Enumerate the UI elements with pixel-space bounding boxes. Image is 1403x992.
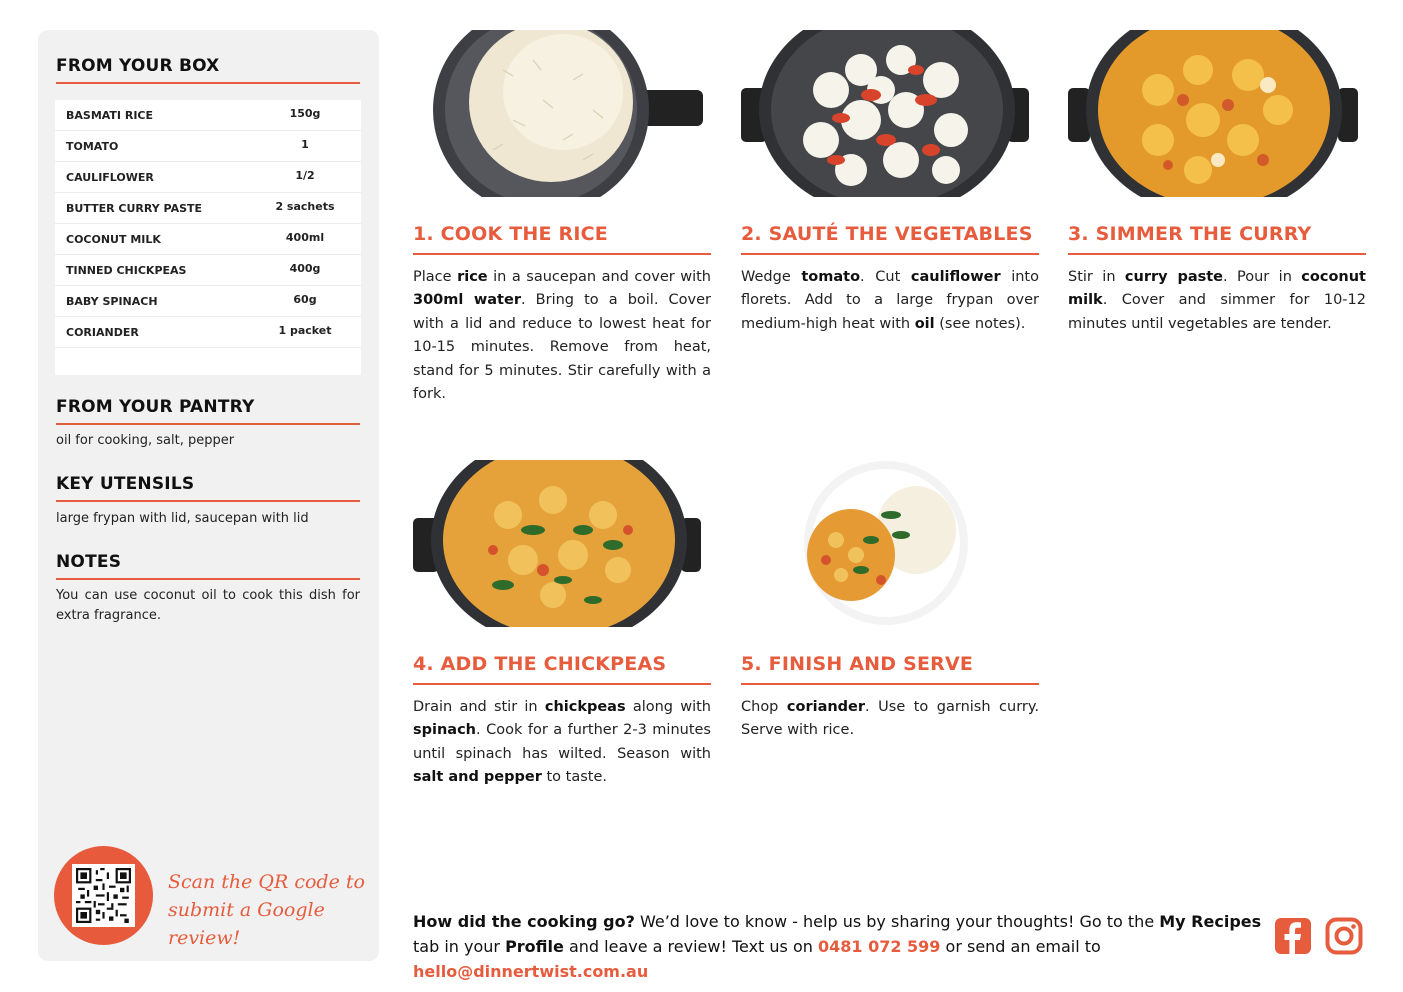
ingredient-highlight: coconut milk bbox=[1068, 269, 1366, 309]
qr-caption bbox=[168, 868, 368, 952]
heading-rule bbox=[56, 423, 360, 425]
ingredients-table bbox=[55, 100, 361, 375]
pantry-text: oil for cooking, salt, pepper bbox=[56, 433, 235, 448]
notes-heading: NOTES bbox=[56, 552, 122, 572]
feedback-text: tab in your bbox=[413, 937, 506, 956]
step-text-fragment: Drain and stir in bbox=[413, 699, 545, 715]
ingredient-row bbox=[55, 131, 361, 162]
notes-text: You can use coconut oil to cook this dish for extra fragrance. bbox=[56, 588, 360, 623]
ingredient-qty: 2 sachets bbox=[275, 200, 335, 213]
email-link[interactable]: hello@dinnertwist.com.au bbox=[413, 962, 649, 981]
heading-rule bbox=[56, 82, 360, 84]
ingredient-highlight: oil bbox=[914, 315, 935, 332]
step-text-fragment: in a saucepan and cover with bbox=[487, 269, 711, 285]
step-5-rule bbox=[741, 683, 1039, 685]
my-recipes-label: My Recipes bbox=[1159, 912, 1262, 931]
step-4-text bbox=[413, 696, 711, 790]
feedback-text: and leave a review! Text us on bbox=[563, 937, 818, 956]
ingredient-name: COCONUT MILK bbox=[66, 233, 161, 246]
feedback-question: How did the cooking go? bbox=[413, 912, 635, 931]
step-2-photo bbox=[741, 30, 1039, 197]
ingredient-name: CORIANDER bbox=[66, 326, 139, 339]
step-text-fragment: to taste. bbox=[541, 769, 607, 786]
qr-caption-line2: submit a Google review! bbox=[168, 899, 325, 949]
ingredient-row bbox=[55, 255, 361, 286]
qr-code-icon bbox=[76, 868, 131, 923]
ingredient-highlight: spinach bbox=[413, 722, 477, 739]
ingredient-name: BASMATI RICE bbox=[66, 109, 154, 122]
step-text-fragment: . Use to garnish curry. Serve with rice. bbox=[741, 699, 1039, 739]
step-3-title: 3. SIMMER THE CURRY bbox=[1068, 223, 1312, 245]
step-3-photo bbox=[1068, 30, 1366, 197]
qr-caption-line1: Scan the QR code to bbox=[168, 871, 365, 893]
step-5-photo bbox=[741, 460, 1039, 627]
ingredient-name: CAULIFLOWER bbox=[66, 171, 154, 184]
ingredient-highlight: chickpeas bbox=[544, 699, 626, 715]
ingredient-highlight: 300ml water bbox=[413, 292, 521, 309]
ingredient-qty: 1/2 bbox=[295, 169, 315, 182]
step-text-fragment: . Cut bbox=[860, 269, 911, 285]
ingredient-qty: 150g bbox=[289, 107, 321, 120]
ingredient-highlight: salt and pepper bbox=[413, 769, 542, 786]
ingredient-qty: 60g bbox=[293, 293, 317, 306]
step-text-fragment: . Cover and simmer for 10-12 minutes until vegetables are tender. bbox=[1068, 292, 1366, 332]
ingredient-row bbox=[55, 317, 361, 348]
ingredient-qty: 400g bbox=[289, 262, 321, 275]
ingredient-row bbox=[55, 286, 361, 317]
ingredient-qty: 1 packet bbox=[278, 324, 332, 337]
step-5-text bbox=[741, 696, 1039, 743]
phone-link[interactable]: 0481 072 599 bbox=[817, 937, 941, 956]
step-1-rule bbox=[413, 253, 711, 255]
step-text-fragment: Chop bbox=[741, 699, 787, 715]
ingredient-name: BABY SPINACH bbox=[66, 295, 158, 308]
ingredient-row bbox=[55, 193, 361, 224]
step-text-fragment: into florets. Add to a large frypan over medium-high heat with bbox=[741, 269, 1039, 332]
facebook-icon[interactable] bbox=[1274, 917, 1312, 955]
feedback-text: or send an email to bbox=[940, 937, 1101, 956]
ingredient-highlight: coriander bbox=[786, 699, 866, 715]
qr-badge bbox=[54, 846, 153, 945]
step-text-fragment: (see notes). bbox=[934, 315, 1026, 332]
ingredient-qty: 400ml bbox=[285, 231, 325, 244]
step-3-rule bbox=[1068, 253, 1366, 255]
step-4-rule bbox=[413, 683, 711, 685]
ingredient-highlight: curry paste bbox=[1124, 269, 1223, 285]
step-1-text bbox=[413, 266, 711, 406]
step-text-fragment: Stir in bbox=[1068, 269, 1125, 285]
step-1-title: 1. COOK THE RICE bbox=[413, 223, 608, 245]
step-4-title: 4. ADD THE CHICKPEAS bbox=[413, 653, 667, 675]
ingredient-name: TOMATO bbox=[66, 140, 119, 153]
step-3-text bbox=[1068, 266, 1366, 336]
step-5-title: 5. FINISH AND SERVE bbox=[741, 653, 974, 675]
qr-code[interactable] bbox=[72, 864, 135, 927]
ingredient-highlight: cauliflower bbox=[910, 269, 1001, 285]
ingredient-name: BUTTER CURRY PASTE bbox=[66, 202, 203, 215]
ingredients-panel bbox=[38, 30, 379, 961]
ingredient-row bbox=[55, 100, 361, 131]
ingredient-qty: 1 bbox=[301, 138, 309, 151]
heading-rule bbox=[56, 578, 360, 580]
ingredient-row bbox=[55, 162, 361, 193]
ingredient-row bbox=[55, 224, 361, 255]
step-text-fragment: . Cook for a further 2-3 minutes until spinach has wilted. Season with bbox=[413, 722, 711, 762]
step-text-fragment: Wedge bbox=[741, 269, 802, 285]
ingredient-highlight: rice bbox=[457, 269, 488, 285]
feedback-text: We’d love to know - help us by sharing your thoughts! Go to the bbox=[634, 912, 1160, 931]
ingredient-highlight: tomato bbox=[801, 269, 861, 285]
feedback-footer bbox=[413, 909, 1273, 984]
step-1-photo bbox=[413, 30, 711, 197]
instagram-icon[interactable] bbox=[1325, 917, 1363, 955]
profile-label: Profile bbox=[505, 937, 564, 956]
step-2-text bbox=[741, 266, 1039, 336]
step-text-fragment: . Pour in bbox=[1223, 269, 1302, 285]
ingredient-name: TINNED CHICKPEAS bbox=[66, 264, 187, 277]
step-text-fragment: Place bbox=[413, 269, 458, 285]
step-2-title: 2. SAUTÉ THE VEGETABLES bbox=[741, 223, 1033, 245]
key-utensils-heading: KEY UTENSILS bbox=[56, 474, 195, 494]
utensils-text: large frypan with lid, saucepan with lid bbox=[56, 511, 309, 526]
heading-rule bbox=[56, 500, 360, 502]
step-text-fragment: along with bbox=[625, 699, 711, 715]
from-your-pantry-heading: FROM YOUR PANTRY bbox=[56, 397, 255, 417]
step-4-photo bbox=[413, 460, 711, 627]
step-text-fragment: . Bring to a boil. Cover with a lid and reduce to lowest heat for 10-15 minutes. Remove from heat, stand for 5 minutes. Stir carefully with a fork. bbox=[413, 292, 711, 403]
from-your-box-heading: FROM YOUR BOX bbox=[56, 56, 220, 76]
step-2-rule bbox=[741, 253, 1039, 255]
